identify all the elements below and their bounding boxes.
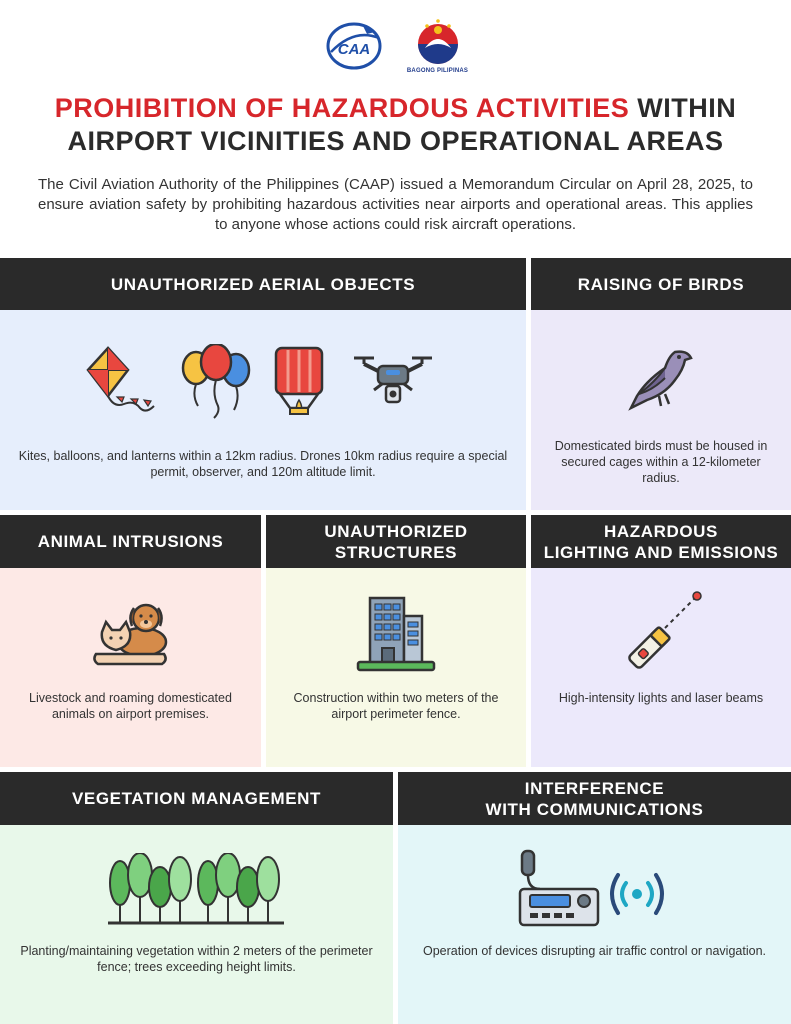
card-heading <box>266 515 526 568</box>
title-line2: AIRPORT VICINITIES AND OPERATIONAL AREAS <box>67 126 724 156</box>
card-heading: RAISING OF BIRDS <box>531 258 791 310</box>
card-description: Planting/maintaining vegetation within 2 meters of the perimeter fence; trees exceeding height limits. <box>20 944 373 974</box>
card-animal-intrusions <box>0 515 261 767</box>
heading-line1: UNAUTHORIZED <box>324 521 468 541</box>
trees-icon <box>106 853 286 925</box>
card-description: Livestock and roaming domesticated animals on airport premises. <box>29 691 232 721</box>
title-highlight: PROHIBITION OF HAZARDOUS ACTIVITIES <box>54 93 630 123</box>
caa-logo-text: CAA <box>337 41 370 58</box>
card-heading <box>531 515 791 568</box>
radio-transceiver-icon <box>516 849 602 929</box>
heading-line2: LIGHTING AND EMISSIONS <box>543 542 779 562</box>
card-body <box>0 310 526 510</box>
heading-line2: STRUCTURES <box>334 542 458 562</box>
card-description: High-intensity lights and laser beams <box>558 691 764 705</box>
caa-logo <box>323 18 385 78</box>
kite-icon <box>84 346 158 418</box>
card-description: Construction within two meters of the airport perimeter fence. <box>293 691 499 721</box>
balloons-icon <box>180 344 252 420</box>
laser-pointer-icon <box>619 588 703 674</box>
logo-bar <box>0 18 791 78</box>
heading-line1: HAZARDOUS <box>603 521 718 541</box>
card-raising-of-birds <box>531 258 791 510</box>
title-rest-line1: WITHIN <box>629 93 737 123</box>
heading-line2: WITH COMMUNICATIONS <box>485 799 704 819</box>
card-body <box>0 568 261 767</box>
card-description: Domesticated birds must be housed in secured cages within a 12-kilometer radius. <box>554 439 768 485</box>
building-icon <box>356 594 436 672</box>
page-title <box>20 92 771 158</box>
bagong-pilipinas-text: BAGONG PILIPINAS <box>406 68 469 74</box>
drone-icon <box>348 350 438 412</box>
card-heading <box>398 772 791 825</box>
intro-paragraph: The Civil Aviation Authority of the Philippines (CAAP) issued a Memorandum Circular on April 28, 2025, to ensure aviation safety by prohibiting hazardous activities near airports and operational areas. This applies to anyone whose actions could risk aircraft operations. <box>38 176 753 233</box>
pigeon-icon <box>625 346 697 412</box>
card-heading: UNAUTHORIZED AERIAL OBJECTS <box>0 258 526 310</box>
bagong-pilipinas-logo <box>407 18 469 78</box>
heading-line1: INTERFERENCE <box>524 778 665 798</box>
card-vegetation-management <box>0 772 393 1024</box>
card-body <box>531 568 791 767</box>
card-unauthorized-aerial-objects <box>0 258 526 510</box>
card-description: Operation of devices disrupting air traffic control or navigation. <box>422 944 766 958</box>
card-interference-with-communications <box>398 772 791 1024</box>
card-heading: ANIMAL INTRUSIONS <box>0 515 261 568</box>
card-body <box>266 568 526 767</box>
dog-and-cat-icon <box>88 602 172 672</box>
card-description: Kites, balloons, and lanterns within a 12km radius. Drones 10km radius require a special permit, observer, and 120m altitude limit. <box>18 449 508 479</box>
card-hazardous-lighting-and-emissions <box>531 515 791 767</box>
card-body <box>531 310 791 510</box>
card-body <box>0 825 393 1024</box>
sky-lantern-icon <box>272 346 328 418</box>
signal-waves-icon <box>604 865 670 923</box>
card-unauthorized-structures <box>266 515 526 767</box>
card-heading: VEGETATION MANAGEMENT <box>0 772 393 825</box>
card-body <box>398 825 791 1024</box>
